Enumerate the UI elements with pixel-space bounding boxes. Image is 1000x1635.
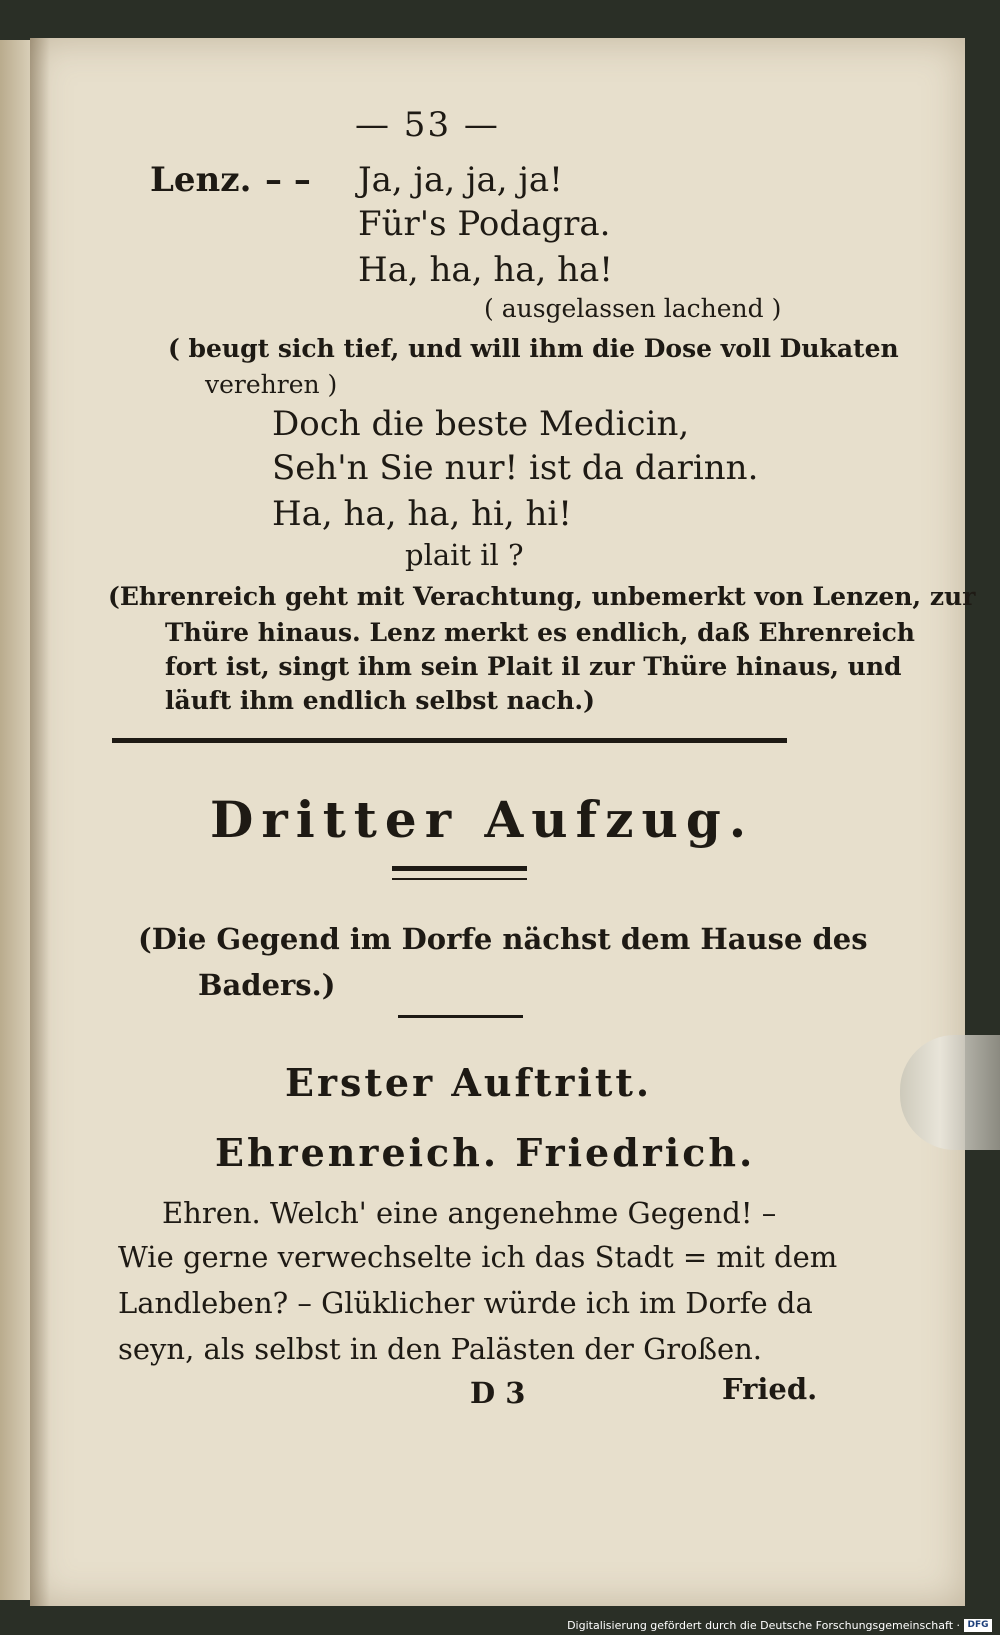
scene-title: Erster Auftritt. — [285, 1060, 653, 1105]
stage-direction-bow-2: verehren ) — [205, 370, 338, 399]
stage-direction-exit-2: Thüre hinaus. Lenz merkt es endlich, daß Ehrenreich — [165, 618, 915, 647]
stage-direction-laughing: ( ausgelassen lachend ) — [484, 294, 782, 323]
stage-direction-bow-1: ( beugt sich tief, und will ihm die Dose voll Dukaten — [168, 334, 899, 363]
song2-line-1: Doch die beste Medicin, — [272, 404, 690, 444]
stage-direction-exit-4: läuft ihm endlich selbst nach.) — [165, 686, 595, 715]
speaker-lenz: Lenz. — [150, 160, 252, 200]
song2-line-3: Ha, ha, ha, hi, hi! — [272, 494, 572, 534]
dfg-logo: DFG — [964, 1619, 992, 1632]
signature-mark: D 3 — [470, 1376, 526, 1410]
digitization-credit: Digitalisierung gefördert durch die Deutsche Forschungsgemeinschaft · — [567, 1619, 960, 1632]
dialogue-line-1: Ehren. Welch' eine angenehme Gegend! – — [162, 1196, 777, 1230]
song2-line-2: Seh'n Sie nur! ist da darinn. — [272, 448, 759, 488]
page-number: — 53 — — [355, 105, 500, 145]
setting-line-2: Baders.) — [198, 968, 336, 1002]
song-line-2: Für's Podagra. — [358, 204, 611, 244]
setting-line-1: (Die Gegend im Dorfe nächst dem Hause des — [138, 922, 868, 956]
plait-il: plait il ? — [405, 538, 524, 572]
dialogue-line-3: Landleben? – Glüklicher würde ich im Dorfe da — [118, 1286, 813, 1320]
dialogue-line-4: seyn, als selbst in den Palästen der Großen. — [118, 1332, 763, 1366]
act-title: Dritter Aufzug. — [210, 790, 755, 849]
dialogue-line-2: Wie gerne verwechselte ich das Stadt = mit dem — [118, 1240, 838, 1274]
characters-line: Ehrenreich. Friedrich. — [215, 1130, 756, 1175]
speaker-dashes: – – — [265, 160, 311, 200]
act-rule-1 — [392, 866, 527, 871]
act-rule-2 — [392, 878, 527, 880]
scene-rule — [398, 1015, 523, 1018]
gutter-shadow — [30, 38, 50, 1606]
stage-direction-exit-1: (Ehrenreich geht mit Verachtung, unbemerkt von Lenzen, zur — [108, 582, 976, 611]
page-clip — [900, 1035, 1000, 1150]
stage-direction-exit-3: fort ist, singt ihm sein Plait il zur Thüre hinaus, und — [165, 652, 902, 681]
catchword: Fried. — [722, 1372, 818, 1406]
previous-page-edge — [0, 40, 30, 1600]
song-line-1: Ja, ja, ja, ja! — [358, 160, 563, 200]
song-line-3: Ha, ha, ha, ha! — [358, 250, 613, 290]
section-rule — [112, 738, 787, 743]
